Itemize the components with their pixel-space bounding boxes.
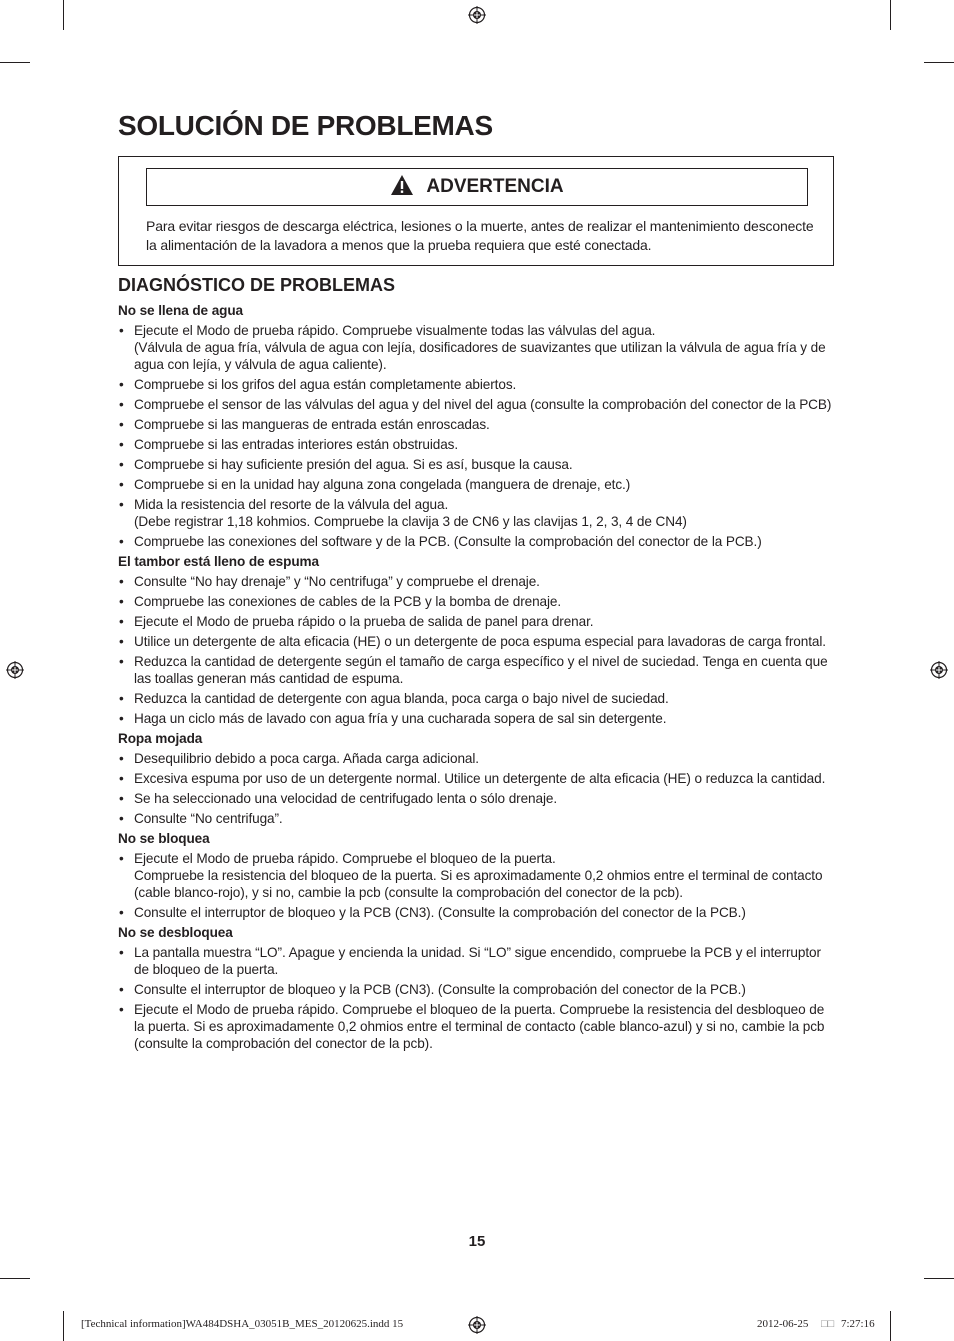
list-item-text: Utilice un detergente de alta eficacia (HE) o un detergente de poca espuma especial para lavadoras de carga frontal. bbox=[134, 634, 826, 649]
warning-box bbox=[118, 156, 834, 266]
list-item-text: Compruebe si las mangueras de entrada están enroscadas. bbox=[134, 417, 490, 432]
bullet-icon: • bbox=[119, 614, 124, 629]
list-item-text: Ejecute el Modo de prueba rápido. Compruebe visualmente todas las válvulas del agua. bbox=[134, 323, 656, 338]
list-item-text: Consulte “No centrifuga”. bbox=[134, 811, 283, 826]
group-list bbox=[118, 573, 834, 727]
list-item-text: Compruebe la resistencia del bloqueo de la puerta. Si es aproximadamente 0,2 ohmios entre el terminal de contacto (cable blanco-rojo), y si no, cambie la pcb (consulte la comprobación del conector de la pcb). bbox=[134, 868, 823, 900]
group-title: No se llena de agua bbox=[118, 303, 244, 318]
page-title: SOLUCIÓN DE PROBLEMAS bbox=[118, 110, 493, 141]
list-item-text: Consulte el interruptor de bloqueo y la PCB (CN3). (Consulte la comprobación del conector de la PCB.) bbox=[134, 905, 746, 920]
group-title: No se bloquea bbox=[118, 831, 210, 846]
list-item-text: Compruebe si los grifos del agua están completamente abiertos. bbox=[134, 377, 517, 392]
list-item-text: Reduzca la cantidad de detergente según el tamaño de carga específico y el nivel de suciedad. Tenga en cuenta que las toallas generan más cantidad de espuma. bbox=[134, 654, 828, 686]
bullet-icon: • bbox=[119, 982, 124, 997]
crop-mark-bottom-left-vertical bbox=[63, 1311, 64, 1341]
list-item-text: Consulte “No hay drenaje” y “No centrifuga” y compruebe el drenaje. bbox=[134, 574, 540, 589]
group-title: El tambor está lleno de espuma bbox=[118, 554, 319, 569]
list-item bbox=[118, 710, 834, 727]
bullet-icon: • bbox=[119, 905, 124, 920]
list-item-text: Compruebe las conexiones del software y de la PCB. (Consulte la comprobación del conector de la PCB.) bbox=[134, 534, 762, 549]
list-item-text: Compruebe las conexiones de cables de la PCB y la bomba de drenaje. bbox=[134, 594, 562, 609]
list-item bbox=[118, 496, 834, 530]
bullet-icon: • bbox=[119, 397, 124, 412]
list-item-text: Compruebe si hay suficiente presión del agua. Si es así, busque la causa. bbox=[134, 457, 573, 472]
warning-label: ADVERTENCIA bbox=[426, 176, 564, 197]
list-item-text: Ejecute el Modo de prueba rápido. Compruebe el bloqueo de la puerta. bbox=[134, 851, 556, 866]
bullet-icon: • bbox=[119, 771, 124, 786]
list-item bbox=[118, 376, 834, 393]
bullet-icon: • bbox=[119, 497, 124, 512]
crop-mark-top-right-vertical bbox=[890, 0, 891, 30]
list-item-text: Ejecute el Modo de prueba rápido o la prueba de salida de panel para drenar. bbox=[134, 614, 594, 629]
list-item bbox=[118, 476, 834, 493]
footer-time: 7:27:16 bbox=[841, 1318, 875, 1330]
bullet-icon: • bbox=[119, 811, 124, 826]
footer-date: 2012-06-25 bbox=[757, 1318, 809, 1330]
list-item bbox=[118, 533, 834, 550]
list-item-text: Mida la resistencia del resorte de la válvula del agua. bbox=[134, 497, 449, 512]
list-item-text: Ejecute el Modo de prueba rápido. Compruebe el bloqueo de la puerta. Compruebe la resistencia del desbloqueo de la puerta. Si es aproximadamente 0,2 ohmios entre el terminal de contacto (cable blanco-azul) y si no, cambie la pcb (consulte la comprobación del conector de la pcb). bbox=[134, 1002, 825, 1051]
footer-time-marks: □□ bbox=[821, 1318, 835, 1330]
bullet-icon: • bbox=[119, 851, 124, 866]
bullet-icon: • bbox=[119, 534, 124, 549]
group-list bbox=[118, 322, 834, 550]
warning-text: Para evitar riesgos de descarga eléctrica, lesiones o la muerte, antes de realizar el mantenimiento desconecte la alimentación de la lavadora a menos que la prueba requiera que esté conectada. bbox=[146, 218, 814, 253]
bullet-icon: • bbox=[119, 634, 124, 649]
group-title: No se desbloquea bbox=[118, 925, 233, 940]
bullet-icon: • bbox=[119, 1002, 124, 1017]
warning-header bbox=[146, 168, 808, 206]
page-number: 15 bbox=[468, 1233, 486, 1250]
list-item-text: Compruebe si en la unidad hay alguna zona congelada (manguera de drenaje, etc.) bbox=[134, 477, 631, 492]
list-item bbox=[118, 770, 834, 787]
list-item-text: Se ha seleccionado una velocidad de centrifugado lenta o sólo drenaje. bbox=[134, 791, 558, 806]
group-list bbox=[118, 850, 834, 921]
list-item-text: Compruebe el sensor de las válvulas del agua y del nivel del agua (consulte la comprobación del conector de la PCB) bbox=[134, 397, 832, 412]
bullet-icon: • bbox=[119, 654, 124, 669]
bullet-icon: • bbox=[119, 417, 124, 432]
bullet-icon: • bbox=[119, 377, 124, 392]
list-item bbox=[118, 416, 834, 433]
crop-mark-bottom-right-horizontal bbox=[924, 1278, 954, 1279]
list-item bbox=[118, 981, 834, 998]
list-item bbox=[118, 613, 834, 630]
list-item bbox=[118, 944, 834, 978]
list-item bbox=[118, 436, 834, 453]
warning-triangle-icon bbox=[390, 174, 414, 201]
bullet-icon: • bbox=[119, 477, 124, 492]
list-item bbox=[118, 790, 834, 807]
group-list bbox=[118, 944, 834, 1052]
list-item-text: Reduzca la cantidad de detergente con agua blanda, poca carga o bajo nivel de suciedad. bbox=[134, 691, 669, 706]
crop-mark-top-right-horizontal bbox=[924, 62, 954, 63]
list-item bbox=[118, 1001, 834, 1052]
group-title: Ropa mojada bbox=[118, 731, 203, 746]
bullet-icon: • bbox=[119, 711, 124, 726]
bullet-icon: • bbox=[119, 437, 124, 452]
section-heading: DIAGNÓSTICO DE PROBLEMAS bbox=[118, 275, 396, 295]
list-item bbox=[118, 396, 834, 413]
list-item bbox=[118, 573, 834, 590]
list-item-text: La pantalla muestra “LO”. Apague y encienda la unidad. Si “LO” sigue encendido, compruebe la PCB y el interruptor de bloqueo de la puerta. bbox=[134, 945, 821, 977]
bullet-icon: • bbox=[119, 574, 124, 589]
troubleshooting-list bbox=[118, 302, 834, 1055]
list-item bbox=[118, 633, 834, 650]
registration-mark-icon bbox=[468, 6, 486, 24]
bullet-icon: • bbox=[119, 691, 124, 706]
group-list bbox=[118, 750, 834, 827]
list-item bbox=[118, 690, 834, 707]
bullet-icon: • bbox=[119, 751, 124, 766]
bullet-icon: • bbox=[119, 594, 124, 609]
list-item-text: Consulte el interruptor de bloqueo y la PCB (CN3). (Consulte la comprobación del conector de la PCB.) bbox=[134, 982, 746, 997]
list-item bbox=[118, 593, 834, 610]
registration-mark-icon bbox=[930, 661, 948, 679]
bullet-icon: • bbox=[119, 323, 124, 338]
list-item bbox=[118, 750, 834, 767]
list-item-text: (Válvula de agua fría, válvula de agua con lejía, dosificadores de suavizantes que utilizan la válvula de agua fría y de agua con lejía, y válvula de agua caliente). bbox=[134, 340, 826, 372]
list-item bbox=[118, 810, 834, 827]
list-item bbox=[118, 456, 834, 473]
bullet-icon: • bbox=[119, 457, 124, 472]
list-item-text: Desequilibrio debido a poca carga. Añada carga adicional. bbox=[134, 751, 479, 766]
list-item bbox=[118, 850, 834, 901]
list-item bbox=[118, 322, 834, 373]
list-item-text: Haga un ciclo más de lavado con agua fría y una cucharada sopera de sal sin detergente. bbox=[134, 711, 667, 726]
list-item bbox=[118, 653, 834, 687]
registration-mark-icon bbox=[468, 1316, 486, 1334]
crop-mark-bottom-right-vertical bbox=[890, 1311, 891, 1341]
list-item bbox=[118, 904, 834, 921]
bullet-icon: • bbox=[119, 945, 124, 960]
bullet-icon: • bbox=[119, 791, 124, 806]
crop-mark-top-left-vertical bbox=[63, 0, 64, 30]
crop-mark-bottom-left-horizontal bbox=[0, 1278, 30, 1279]
list-item-text: Compruebe si las entradas interiores están obstruidas. bbox=[134, 437, 459, 452]
crop-mark-top-left-horizontal bbox=[0, 62, 30, 63]
list-item-text: (Debe registrar 1,18 kohmios. Compruebe la clavija 3 de CN6 y las clavijas 1, 2, 3, 4 de CN4) bbox=[134, 514, 687, 529]
registration-mark-icon bbox=[6, 661, 24, 679]
list-item-text: Excesiva espuma por uso de un detergente normal. Utilice un detergente de alta eficacia (HE) o reduzca la cantidad. bbox=[134, 771, 826, 786]
footer-file-info: [Technical information]WA484DSHA_03051B_MES_20120625.indd 15 bbox=[81, 1318, 404, 1330]
